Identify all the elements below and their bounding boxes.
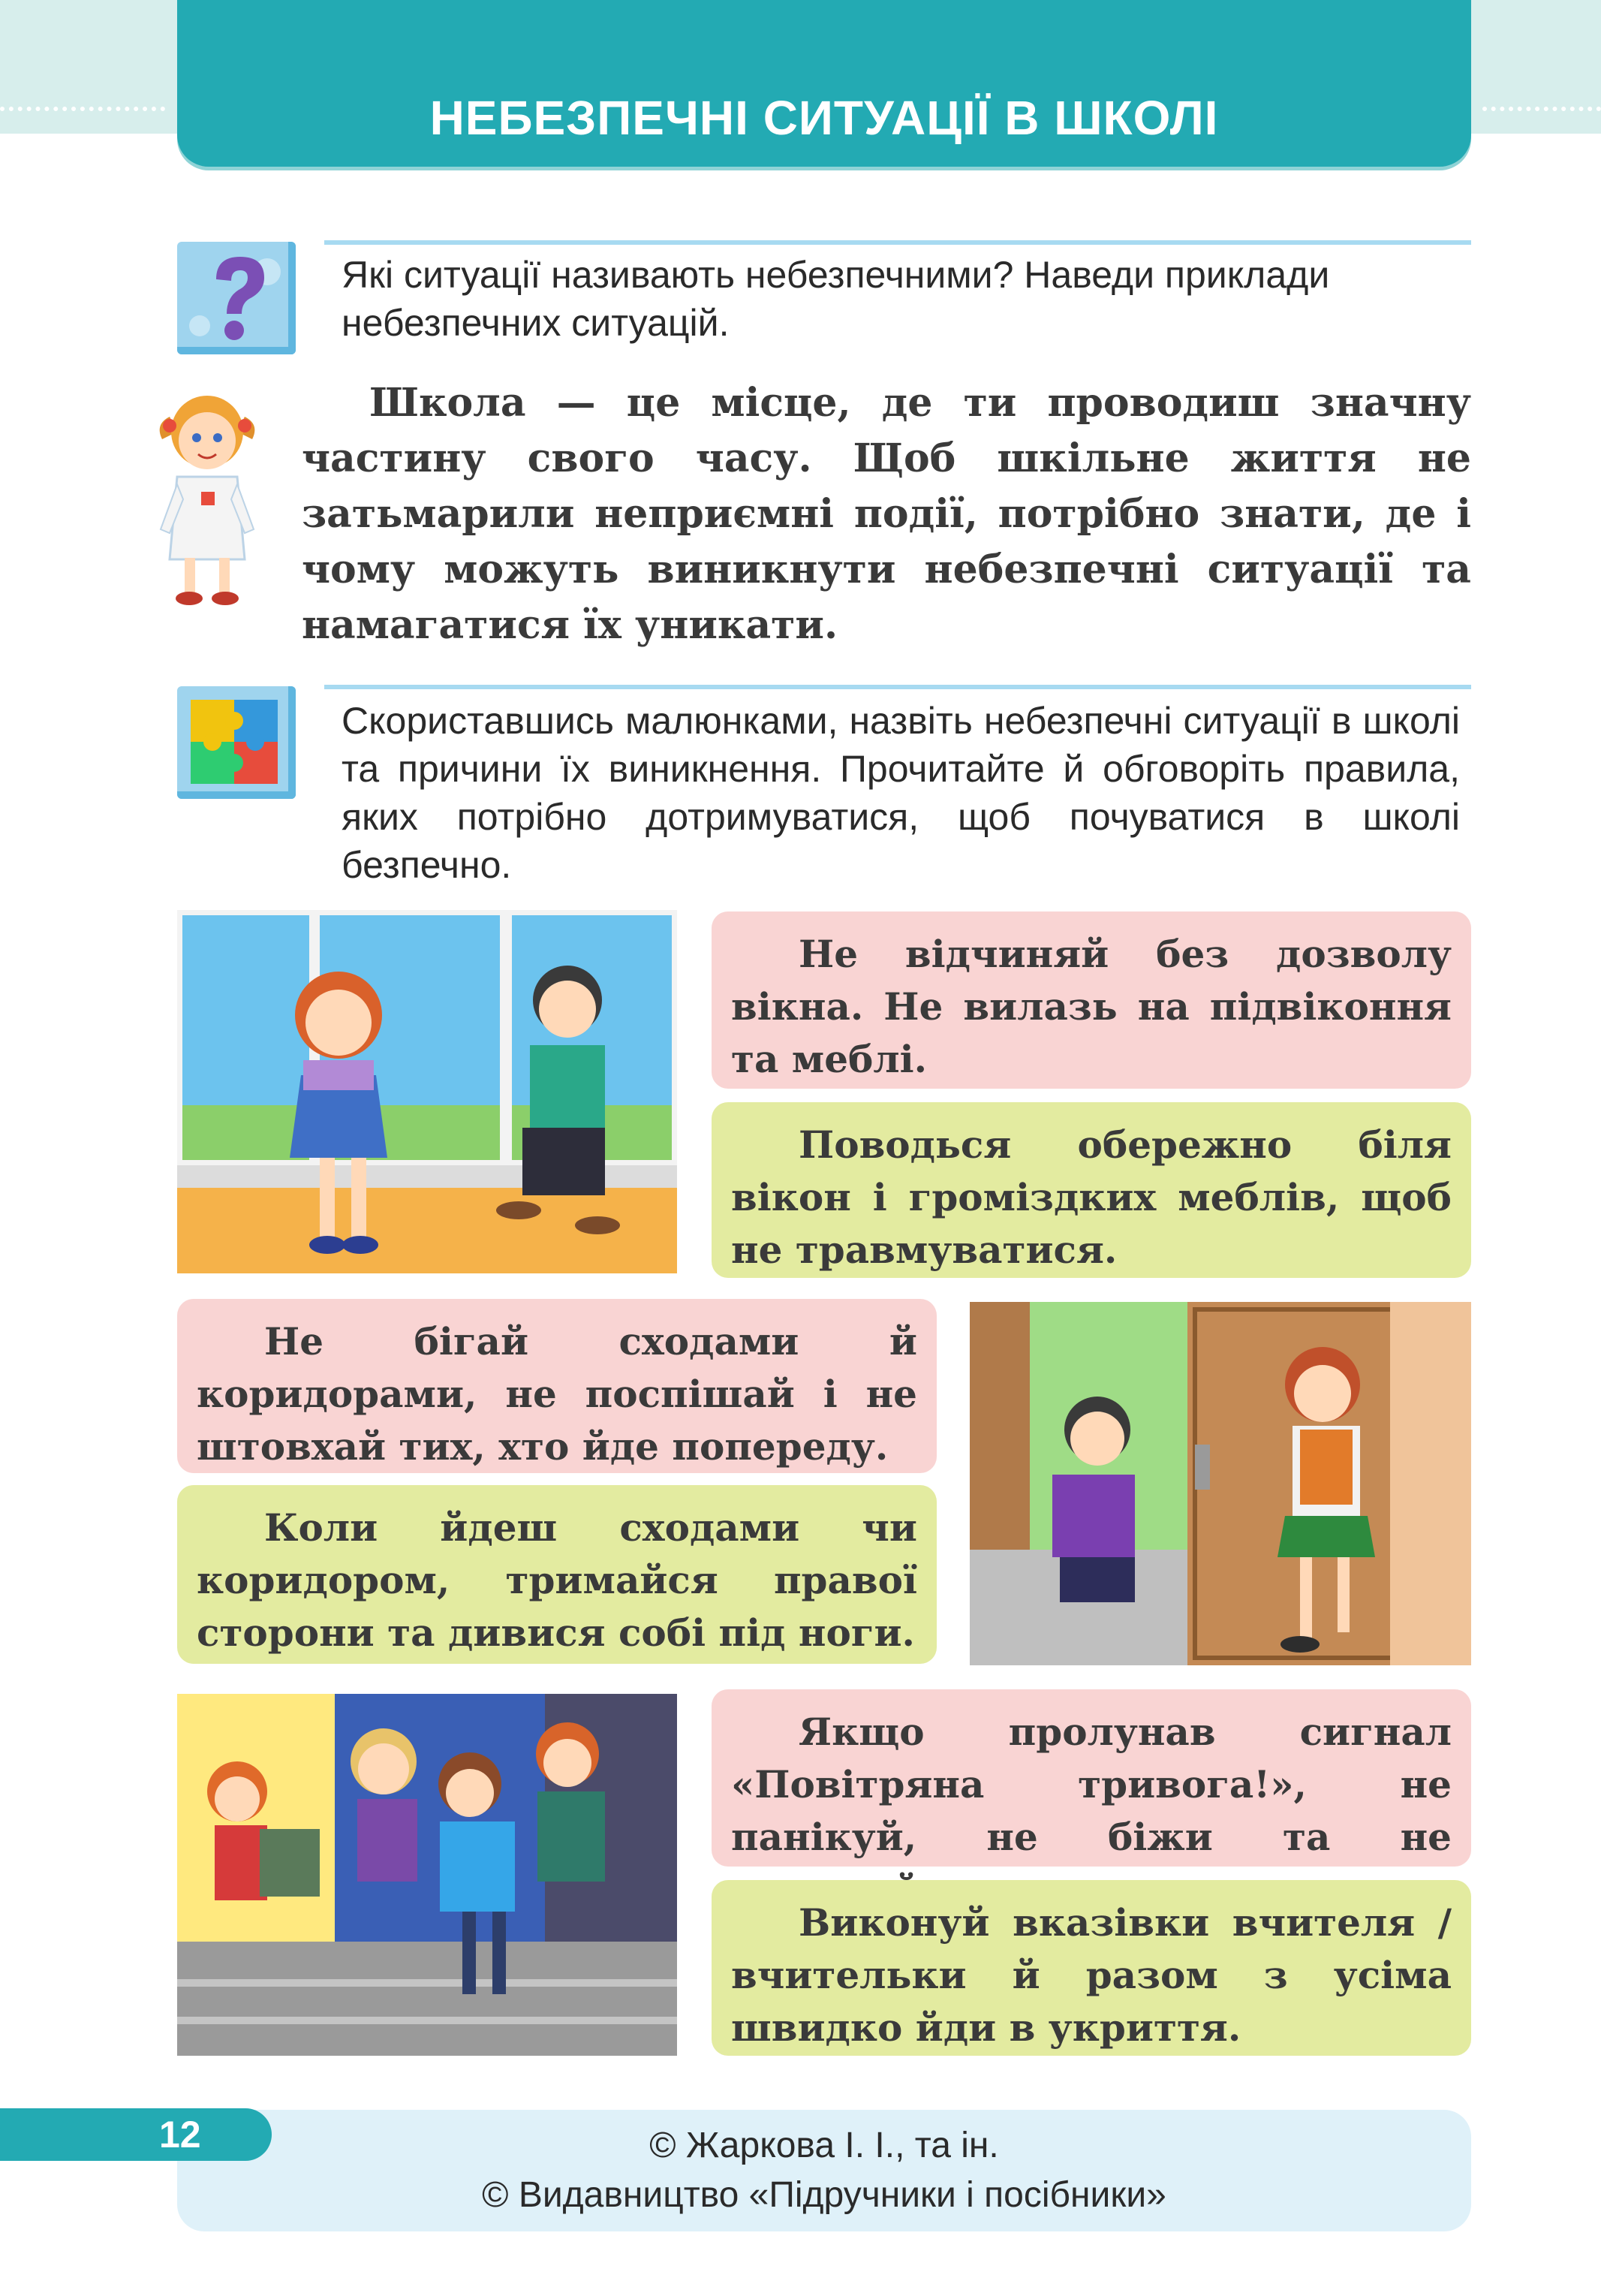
- rule-3-do-text: Виконуй вказівки вчителя / вчительки й разом з усіма швидко йди в укриття.: [731, 1900, 1452, 2050]
- page-number: 12: [159, 2114, 201, 2156]
- copyright-authors: © Жаркова І. І., та ін.: [649, 2126, 999, 2165]
- question-mark-icon: [177, 242, 296, 354]
- task-text: Скориставшись малюнками, назвіть небезпечні ситуації в школі та причини їх виникнення. Прочитайте й обговоріть правила, яких потрібно дотримуватися, щоб почуватися в школі безпечно.: [342, 700, 1460, 886]
- question-rule: [324, 240, 1471, 245]
- rule-1-do-text: Поводься обережно біля вікон і громіздких меблів, щоб не травмуватися.: [731, 1122, 1452, 1272]
- rule-2-do-box: [177, 1485, 937, 1664]
- question-text: Які ситуації називають небезпечними? Наведи приклади небезпечних ситуацій.: [342, 254, 1330, 344]
- rule-2-dont-text: Не бігай сходами й коридорами, не поспішай і не штовхай тих, хто йде попереду.: [197, 1319, 917, 1469]
- page-title: НЕБЕЗПЕЧНІ СИТУАЦІЇ В ШКОЛІ: [429, 91, 1219, 145]
- rule-1-dont-box: [712, 911, 1471, 1089]
- rule-2-dont-box: [177, 1299, 937, 1473]
- rule-3-dont-text: Якщо пролунав сигнал «Повітряна тривога!», не панікуй, не біжи та не: [731, 1710, 1452, 1859]
- rule-1-do-box: [712, 1102, 1471, 1278]
- rule-3-do-box: [712, 1880, 1471, 2056]
- rule-2-do-text: Коли йдеш сходами чи коридором, тримайся правої сторони та дивися собі під ноги.: [197, 1505, 917, 1655]
- intro-text: Школа — це місце, де ти проводиш значну частину свого часу. Щоб шкільне життя не затьмарили неприємні події, потрібно знати, де і чому можуть виникнути небезпечні ситуації та намагатися їх уникати.: [302, 380, 1471, 648]
- copyright-publisher: © Видавництво «Підручники і посібники»: [482, 2175, 1166, 2215]
- rule-3-dont-box: [712, 1689, 1471, 1867]
- intro-paragraph: [302, 375, 1471, 653]
- header-dots-left: [0, 107, 165, 111]
- rule-1-dont-text: Не відчиняй без дозволу вікна. Не вилазь на підвіконня та меблі.: [731, 932, 1452, 1081]
- girl-doctor-illustration: [147, 379, 267, 612]
- door-collision-illustration: [970, 1302, 1471, 1665]
- air-raid-evacuation-illustration: [177, 1694, 677, 2056]
- window-scene-illustration: [177, 910, 677, 1273]
- header-dots-right: [1482, 107, 1601, 111]
- task-rule: [324, 685, 1471, 689]
- puzzle-icon: [177, 686, 296, 799]
